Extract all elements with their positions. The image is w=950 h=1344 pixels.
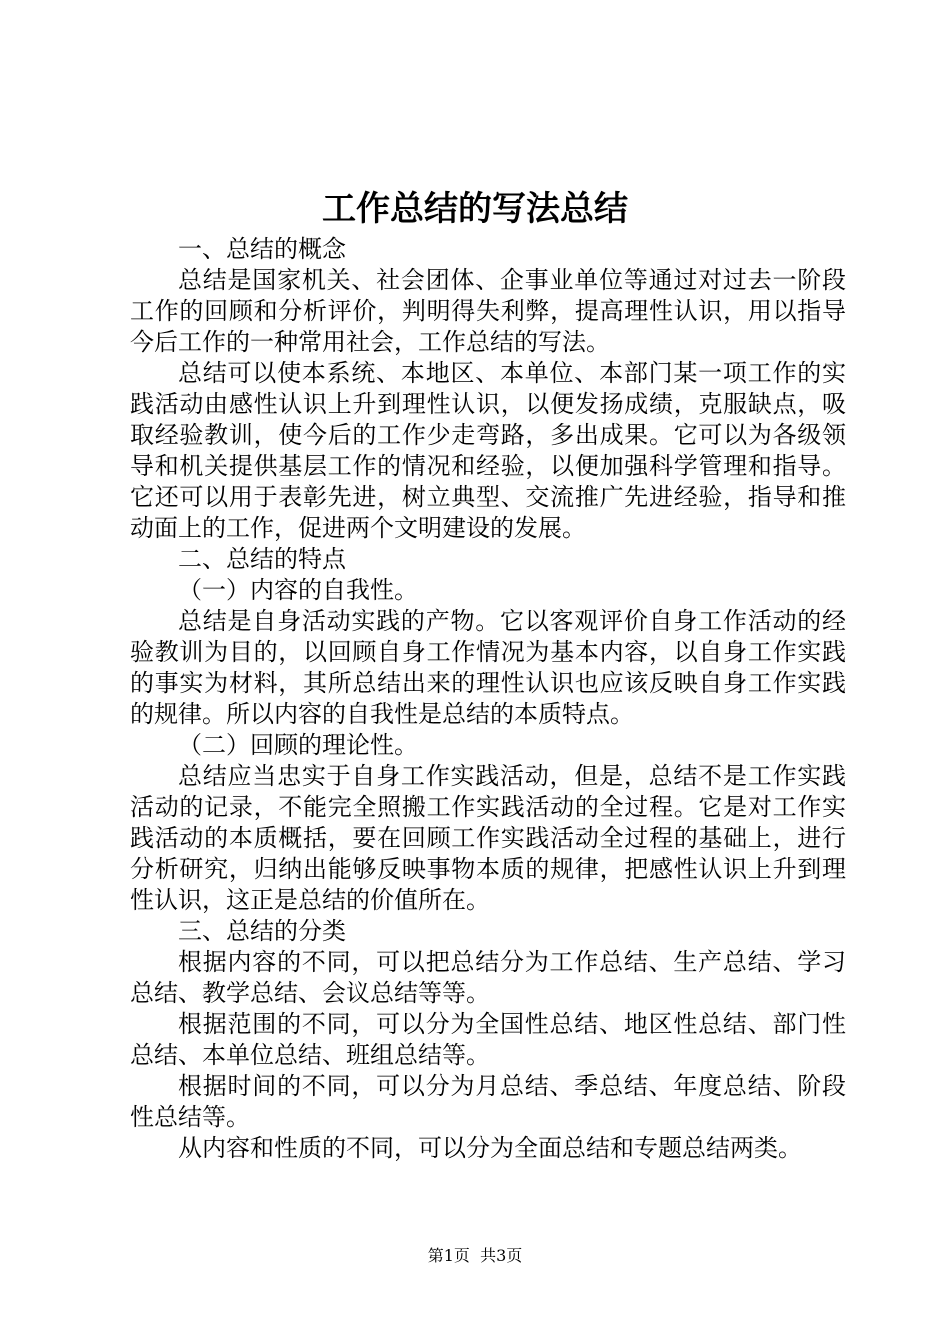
section-heading-features: 二、总结的特点	[178, 545, 346, 573]
section-heading-concept: 一、总结的概念	[178, 235, 346, 263]
section-heading-categories: 三、总结的分类	[178, 917, 346, 945]
paragraph: 从内容和性质的不同，可以分为全面总结和专题总结两类。	[178, 1134, 802, 1162]
paragraph: 根据范围的不同，可以分为全国性总结、地区性总结、部门性总结、本单位总结、班组总结等。	[130, 1010, 846, 1069]
paragraph: 总结可以使本系统、本地区、本单位、本部门某一项工作的实践活动由感性认识上升到理性认识，以便发扬成绩，克服缺点，吸取经验教训，使今后的工作少走弯路，多出成果。它可以为各级领导和机关提供基层工作的情况和经验，以便加强科学管理和指导。它还可以用于表彰先进，树立典型、交流推广先进经验，指导和推动面上的工作，促进两个文明建设的发展。	[130, 359, 846, 542]
page-footer: 第1页 共3页	[427, 1246, 523, 1265]
paragraph: 根据时间的不同，可以分为月总结、季总结、年度总结、阶段性总结等。	[130, 1072, 846, 1131]
subheading-theoretical-review: （二）回顾的理论性。	[178, 731, 418, 759]
document-body	[130, 234, 846, 1164]
paragraph: 根据内容的不同，可以把总结分为工作总结、生产总结、学习总结、教学总结、会议总结等等。	[130, 948, 846, 1007]
paragraph: 总结是自身活动实践的产物。它以客观评价自身工作活动的经验教训为目的，以回顾自身工作情况为基本内容，以自身工作实践的事实为材料，其所总结出来的理性认识也应该反映自身工作实践的规律。所以内容的自我性是总结的本质特点。	[130, 607, 846, 728]
document-title: 工作总结的写法总结	[322, 189, 628, 229]
subheading-self-content: （一）内容的自我性。	[178, 576, 418, 604]
paragraph: 总结是国家机关、社会团体、企事业单位等通过对过去一阶段工作的回顾和分析评价，判明得失利弊，提高理性认识，用以指导今后工作的一种常用社会，工作总结的写法。	[130, 266, 846, 356]
paragraph: 总结应当忠实于自身工作实践活动，但是，总结不是工作实践活动的记录，不能完全照搬工作实践活动的全过程。它是对工作实践活动的本质概括，要在回顾工作实践活动全过程的基础上，进行分析研究，归纳出能够反映事物本质的规律，把感性认识上升到理性认识，这正是总结的价值所在。	[130, 762, 846, 914]
